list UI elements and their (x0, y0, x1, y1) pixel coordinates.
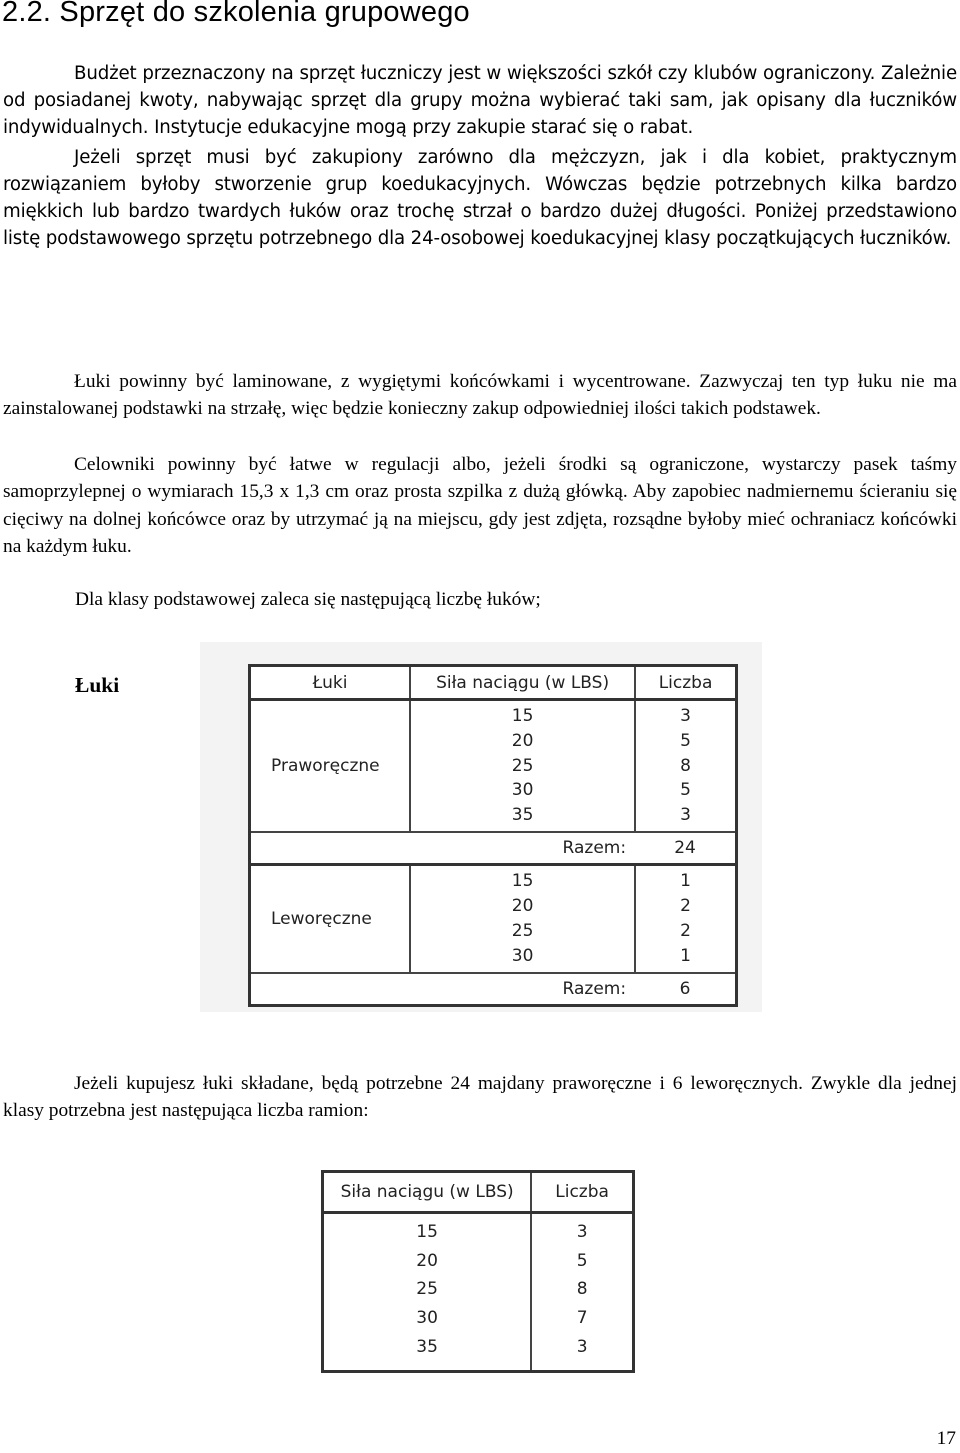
page-number: 17 (936, 1428, 956, 1449)
weight-cell: 25 (511, 921, 534, 941)
right-total-label: Razem: (250, 832, 636, 865)
left-handed-weights (410, 865, 635, 974)
right-handed-label: Praworęczne (250, 700, 411, 833)
bows-paragraph-2: Celowniki powinny być łatwe w regulacji albo, jeżeli środki są ograniczone, wystarczy pasek taśmy samoprzylepnej o wymiarach 15,3 x 1,3 cm oraz prosta szpilka z dużą główką. Aby zapobiec nadmiernemu ścieraniu się cięciwy na dolnej końcówce oraz by utrzymać ją na miejscu, gdy jest zdjęta, rozsądne byłoby mieć ochraniacz końcówki na każdym łuku. (3, 454, 957, 557)
count-cell: 1 (680, 871, 691, 892)
count-cell: 7 (576, 1308, 588, 1329)
limbs-counts (531, 1213, 633, 1372)
limbs-weights (323, 1213, 532, 1372)
bows-header-type: Łuki (250, 666, 411, 700)
count-cell: 5 (680, 780, 691, 801)
count-cell: 2 (680, 896, 691, 917)
bows-paragraph-1: Łuki powinny być laminowane, z wygiętymi końcówkami i wycentrowane. Zazwyczaj ten typ łuku nie ma zainstalowanej podstawki na strzałę, więc będzie konieczny zakup odpowiedniej ilości takich podstawek. (3, 371, 957, 420)
recommendation-line: Dla klasy podstawowej zaleca się następującą liczbę łuków; (75, 589, 541, 610)
right-handed-counts (635, 700, 736, 833)
count-cell: 3 (680, 706, 691, 726)
weight-cell: 15 (511, 706, 534, 726)
left-total-value: 6 (635, 973, 736, 1006)
count-cell: 5 (680, 730, 691, 751)
count-cell: 3 (576, 1222, 588, 1242)
coed-paragraph: Jeżeli sprzęt musi być zakupiony zarówno dla mężczyzn, jak i dla kobiet, praktycznym rozwiązaniem byłoby stworzenie grup koedukacyjnych. Wówczas będzie potrzebnych kilka bardzo miękkich lub bardzo twardych łuków oraz trochę strzał o bardzo dużej długości. Poniżej przedstawiono listę podstawowego sprzętu potrzebnego dla 24-osobowej koedukacyjnej klasy początkujących łuczników. (3, 147, 957, 249)
bows-table (248, 664, 738, 1007)
count-cell: 1 (680, 945, 691, 966)
left-handed-label: Leworęczne (250, 865, 411, 974)
limbs-table (321, 1170, 635, 1373)
bows-section-title: Łuki (75, 673, 120, 697)
weight-cell: 15 (511, 871, 534, 892)
right-total-value: 24 (635, 832, 736, 865)
weight-cell: 35 (511, 805, 534, 826)
count-cell: 3 (680, 805, 691, 826)
count-cell: 8 (680, 755, 691, 776)
weight-cell: 20 (511, 730, 534, 751)
weight-cell: 20 (416, 1250, 438, 1271)
left-total-label: Razem: (250, 973, 636, 1006)
limbs-header-weight: Siła naciągu (w LBS) (323, 1172, 532, 1213)
limbs-header-count: Liczba (531, 1172, 633, 1213)
takedown-paragraph: Jeżeli kupujesz łuki składane, będą potrzebne 24 majdany praworęczne i 6 leworęcznych. Zwykle dla jednej klasy potrzebna jest następująca liczba ramion: (3, 1073, 957, 1122)
weight-cell: 20 (511, 896, 534, 917)
weight-cell: 30 (511, 945, 534, 966)
intro-paragraph: Budżet przeznaczony na sprzęt łuczniczy jest w większości szkół czy klubów ograniczony. Zależnie od posiadanej kwoty, nabywając sprzęt dla grupy można wybierać taki sam, jak opisany dla łuczników indywidualnych. Instytucje edukacyjne mogą przy zakupie starać się o rabat. (3, 63, 957, 138)
bows-header-weight: Siła naciągu (w LBS) (410, 666, 635, 700)
left-handed-counts (635, 865, 736, 974)
count-cell: 8 (576, 1279, 588, 1300)
count-cell: 5 (576, 1250, 588, 1271)
weight-cell: 25 (416, 1279, 438, 1300)
right-handed-weights (410, 700, 635, 833)
count-cell: 2 (680, 921, 691, 941)
weight-cell: 35 (416, 1336, 438, 1357)
bows-header-count: Liczba (635, 666, 736, 700)
weight-cell: 25 (511, 755, 534, 776)
weight-cell: 15 (416, 1222, 438, 1242)
count-cell: 3 (576, 1336, 588, 1357)
section-heading: 2.2. Sprzęt do szkolenia grupowego (2, 0, 470, 28)
weight-cell: 30 (416, 1308, 438, 1329)
weight-cell: 30 (511, 780, 534, 801)
